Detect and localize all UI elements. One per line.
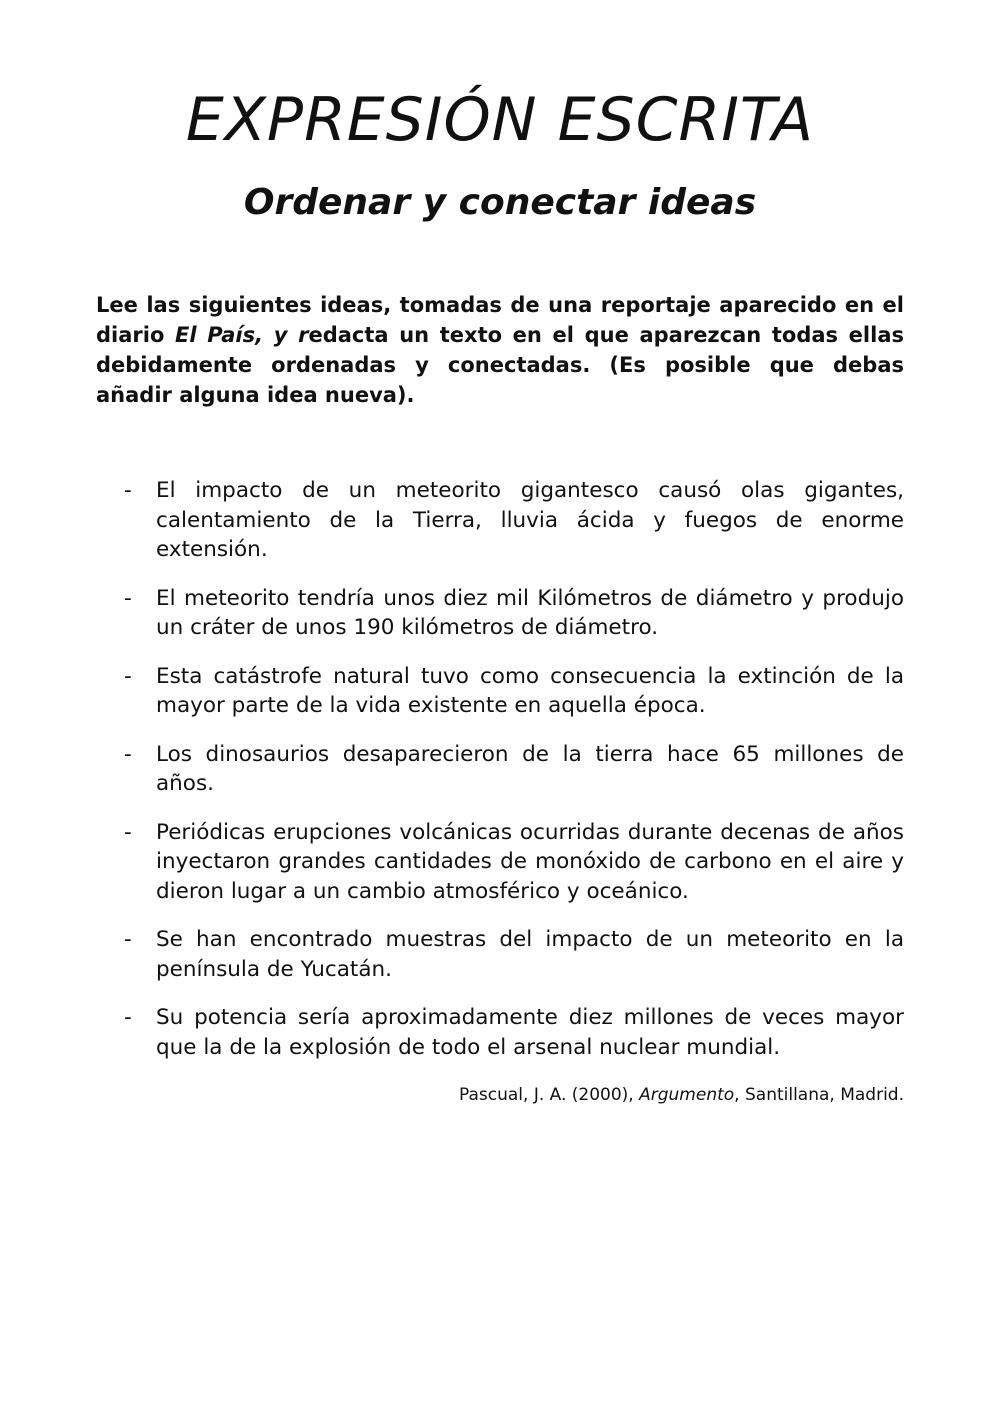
page-title: EXPRESIÓN ESCRITA [185, 85, 815, 155]
idea-text: Periódicas erupciones volcánicas ocurridas durante decenas de años inyectaron grandes cantidades de monóxido de carbono en el aire y dieron lugar a un cambio atmosférico y oceánico. [156, 819, 904, 904]
list-bullet: - [124, 819, 132, 845]
instructions-text-3: edacta un texto en el que aparezcan todas ellas debidamente ordenadas y conectadas. (Es posible que debas añadir alguna idea nueva). [96, 323, 904, 407]
instructions-paragraph [96, 290, 904, 410]
list-item [124, 1003, 904, 1062]
list-item [124, 662, 904, 721]
idea-text: El meteorito tendría unos diez mil Kilómetros de diámetro y produjo un cráter de unos 190 kilómetros de diámetro. [156, 585, 904, 640]
citation-book: Argumento [639, 1085, 735, 1105]
citation-publisher: , Santillana, Madrid. [734, 1085, 904, 1105]
source-citation [459, 1081, 904, 1109]
idea-text: El impacto de un meteorito gigantesco causó olas gigantes, calentamiento de la Tierra, lluvia ácida y fuegos de enorme extensión. [156, 478, 904, 562]
list-item [124, 584, 904, 643]
ideas-list [124, 476, 904, 1081]
list-bullet: - [124, 478, 132, 503]
list-item [124, 818, 904, 907]
list-bullet: - [124, 741, 132, 767]
newspaper-name: El País [175, 323, 256, 347]
idea-text: Su potencia sería aproximadamente diez millones de veces mayor que la de la explosión de todo el arsenal nuclear mundial. [156, 1005, 904, 1060]
instructions-text-2: , y r [255, 323, 309, 347]
list-bullet: - [124, 1005, 132, 1030]
list-item [124, 925, 904, 984]
instructions-text-1: Lee las siguientes ideas, tomadas de una reportaje aparecido en el diario [96, 293, 904, 347]
list-item [124, 740, 904, 799]
idea-text: Los dinosaurios desaparecieron de la tierra hace 65 millones de años. [156, 741, 904, 796]
page-subtitle: Ordenar y conectar ideas [243, 182, 757, 223]
list-bullet: - [124, 663, 132, 689]
citation-author: Pascual, J. A. (2000), [458, 1085, 640, 1105]
idea-text: Esta catástrofe natural tuvo como consecuencia la extinción de la mayor parte de la vida existente en aquella época. [156, 663, 904, 718]
list-item [124, 476, 904, 565]
list-bullet: - [124, 585, 132, 611]
list-bullet: - [124, 927, 132, 952]
idea-text: Se han encontrado muestras del impacto de un meteorito en la península de Yucatán. [156, 927, 904, 982]
